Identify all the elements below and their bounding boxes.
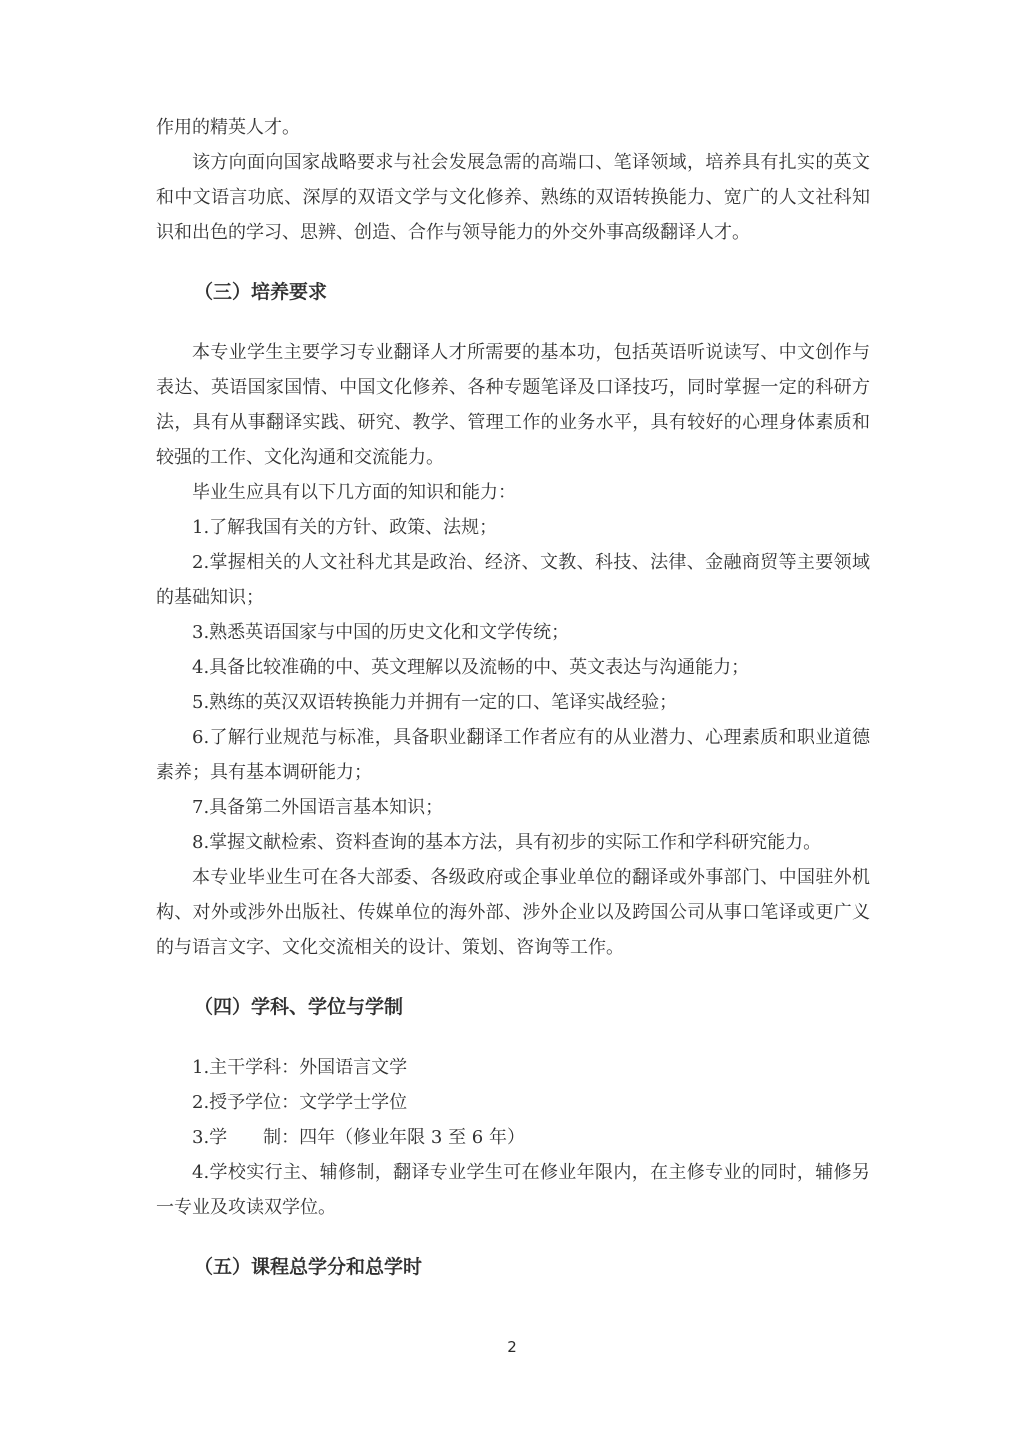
list-item-2: 2.掌握相关的人文社科尤其是政治、经济、文教、科技、法律、金融商贸等主要领域的基础知识； — [156, 552, 870, 608]
document-body — [156, 110, 870, 1310]
list-item-1: 1.了解我国有关的方针、政策、法规； — [192, 517, 498, 538]
heading-section-4-discipline-degree-duration: （四）学科、学位与学制 — [194, 996, 404, 1018]
heading-section-3-training-requirements: （三）培养要求 — [194, 281, 328, 303]
paragraph-career-prospects: 本专业毕业生可在各大部委、各级政府或企事业单位的翻译或外事部门、中国驻外机构、对外或涉外出版社、传媒单位的海外部、涉外企业以及跨国公司从事口笔译或更广义的与语言文字、文化交流相关的设计、策划、咨询等工作。 — [156, 867, 870, 958]
page-number: 2 — [507, 1338, 517, 1356]
list-item-degree-awarded: 2.授予学位：文学学士学位 — [192, 1092, 408, 1113]
paragraph-graduate-abilities-intro: 毕业生应具有以下几方面的知识和能力： — [192, 482, 516, 503]
paragraph-minor-double-degree: 4.学校实行主、辅修制，翻译专业学生可在修业年限内，在主修专业的同时，辅修另一专业及攻读双学位。 — [156, 1162, 870, 1218]
list-item-8: 8.掌握文献检索、资料查询的基本方法，具有初步的实际工作和学科研究能力。 — [192, 832, 822, 853]
list-item-major-discipline: 1.主干学科：外国语言文学 — [192, 1057, 408, 1078]
paragraph-direction-intro: 该方向面向国家战略要求与社会发展急需的高端口、笔译领域，培养具有扎实的英文和中文语言功底、深厚的双语文学与文化修养、熟练的双语转换能力、宽广的人文社科知识和出色的学习、思辨、创造、合作与领导能力的外交外事高级翻译人才。 — [156, 152, 870, 243]
list-item-4: 4.具备比较准确的中、英文理解以及流畅的中、英文表达与沟通能力； — [192, 657, 750, 678]
paragraph-continuation: 作用的精英人才。 — [156, 117, 300, 138]
list-item-6: 6.了解行业规范与标准，具备职业翻译工作者应有的从业潜力、心理素质和职业道德素养；具有基本调研能力； — [156, 727, 870, 783]
list-item-7: 7.具备第二外国语言基本知识； — [192, 797, 444, 818]
heading-section-5-total-credits-hours: （五）课程总学分和总学时 — [194, 1256, 423, 1278]
list-item-3: 3.熟悉英语国家与中国的历史文化和文学传统； — [192, 622, 570, 643]
list-item-5: 5.熟练的英汉双语转换能力并拥有一定的口、笔译实战经验； — [192, 692, 678, 713]
list-item-study-duration: 3.学 制：四年（修业年限 3 至 6 年） — [192, 1127, 525, 1148]
paragraph-training-overview: 本专业学生主要学习专业翻译人才所需要的基本功，包括英语听说读写、中文创作与表达、英语国家国情、中国文化修养、各种专题笔译及口译技巧，同时掌握一定的科研方法，具有从事翻译实践、研究、教学、管理工作的业务水平，具有较好的心理身体素质和较强的工作、文化沟通和交流能力。 — [156, 342, 870, 468]
